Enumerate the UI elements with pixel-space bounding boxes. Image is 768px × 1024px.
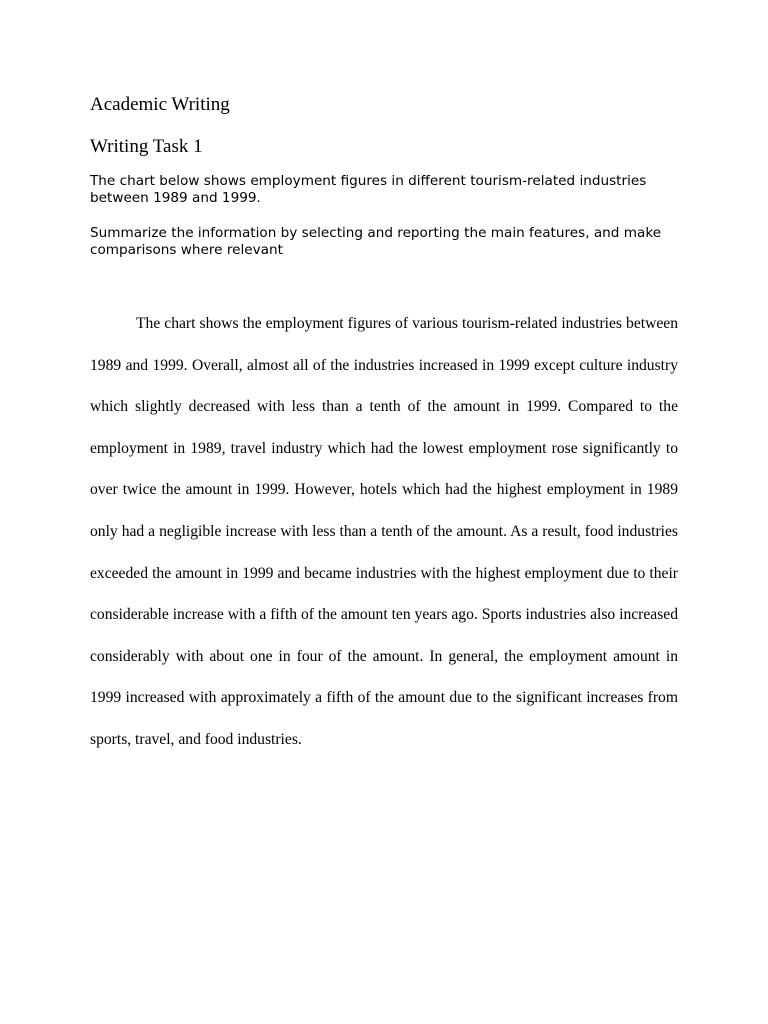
document-title: Academic Writing: [90, 94, 230, 115]
task-prompt-chart-description: The chart below shows employment figures in different tourism-related industries between 1989 and 1999.: [90, 173, 647, 206]
task-heading: Writing Task 1: [90, 136, 203, 157]
task-prompt-instruction: Summarize the information by selecting and reporting the main features, and make comparisons where relevant: [90, 225, 662, 258]
essay-paragraph: The chart shows the employment figures of various tourism-related industries between 1989 and 1999. Overall, almost all of the industries increased in 1999 except culture industry which slightly decreased with less than a tenth of the amount in 1999. Compared to the employment in 1989, travel industry which had the lowest employment rose significantly to over twice the amount in 1999. However, hotels which had the highest employment in 1989 only had a negligible increase with less than a tenth of the amount. As a result, food industries exceeded the amount in 1999 and became industries with the highest employment due to their considerable increase with a fifth of the amount ten years ago. Sports industries also increased considerably with about one in four of the amount. In general, the employment amount in 1999 increased with approximately a fifth of the amount due to the significant increases from sports, travel, and food industries.: [90, 315, 678, 748]
